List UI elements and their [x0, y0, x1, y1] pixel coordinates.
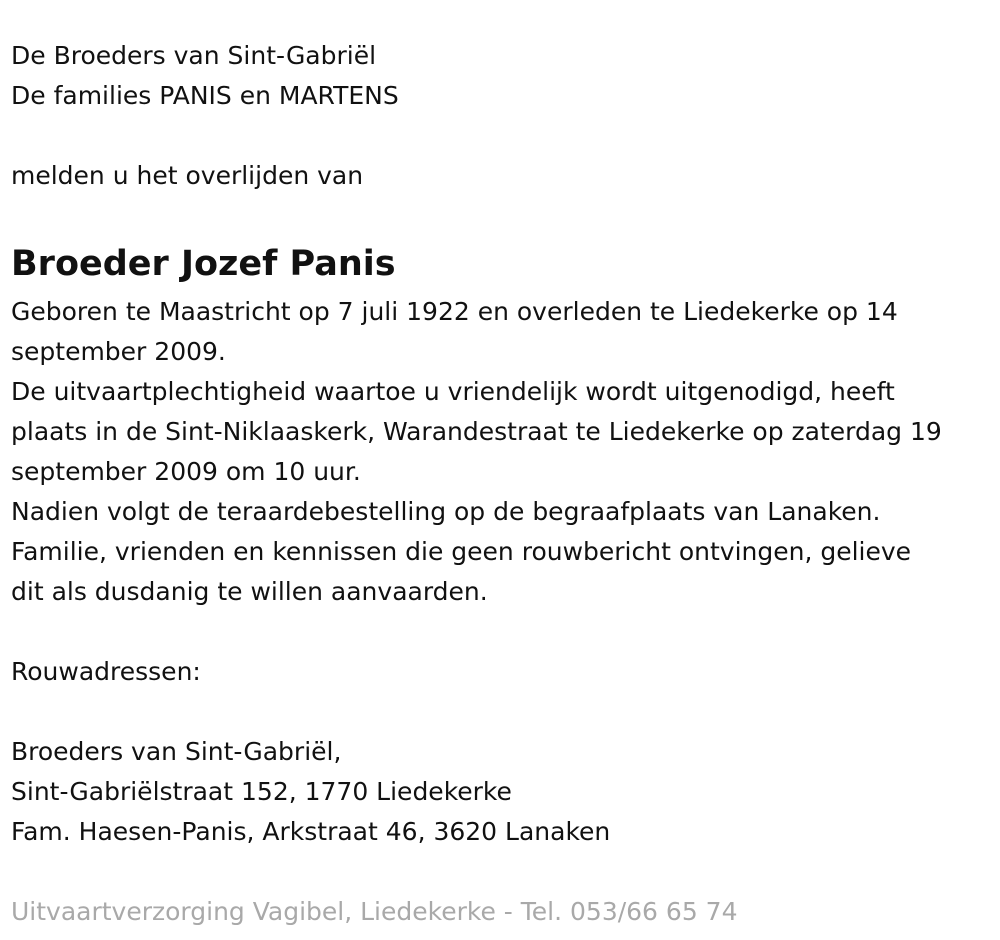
body-line: Geboren te Maastricht op 7 juli 1922 en overleden te Liedekerke op 14 [11, 297, 898, 326]
sender-line: De Broeders van Sint-Gabriël [11, 41, 377, 70]
body-line: Familie, vrienden en kennissen die geen rouwbericht ontvingen, gelieve [11, 537, 912, 566]
funeral-home-footer: Uitvaartverzorging Vagibel, Liedekerke - Tel. 053/66 65 74 [11, 897, 738, 926]
body-line: De uitvaartplechtigheid waartoe u vriendelijk wordt uitgenodigd, heeft [11, 377, 895, 406]
address-line: Broeders van Sint-Gabriël, [11, 737, 342, 766]
obituary-notice [11, 36, 996, 932]
body-line: plaats in de Sint-Niklaaskerk, Warandestraat te Liedekerke op zaterdag 19 [11, 417, 942, 446]
address-line: Fam. Haesen-Panis, Arkstraat 46, 3620 Lanaken [11, 817, 611, 846]
spacer [11, 692, 996, 732]
body-line: dit als dusdanig te willen aanvaarden. [11, 577, 488, 606]
spacer [11, 116, 996, 156]
announcement-text: melden u het overlijden van [11, 161, 364, 190]
address-line: Sint-Gabriëlstraat 152, 1770 Liedekerke [11, 777, 512, 806]
spacer [11, 852, 996, 892]
sender-line: De families PANIS en MARTENS [11, 81, 399, 110]
spacer [11, 196, 996, 236]
deceased-name: Broeder Jozef Panis [11, 244, 396, 284]
spacer [11, 612, 996, 652]
addresses-heading: Rouwadressen: [11, 657, 201, 686]
body-line: september 2009 om 10 uur. [11, 457, 361, 486]
body-line: Nadien volgt de teraardebestelling op de begraafplaats van Lanaken. [11, 497, 881, 526]
body-line: september 2009. [11, 337, 226, 366]
